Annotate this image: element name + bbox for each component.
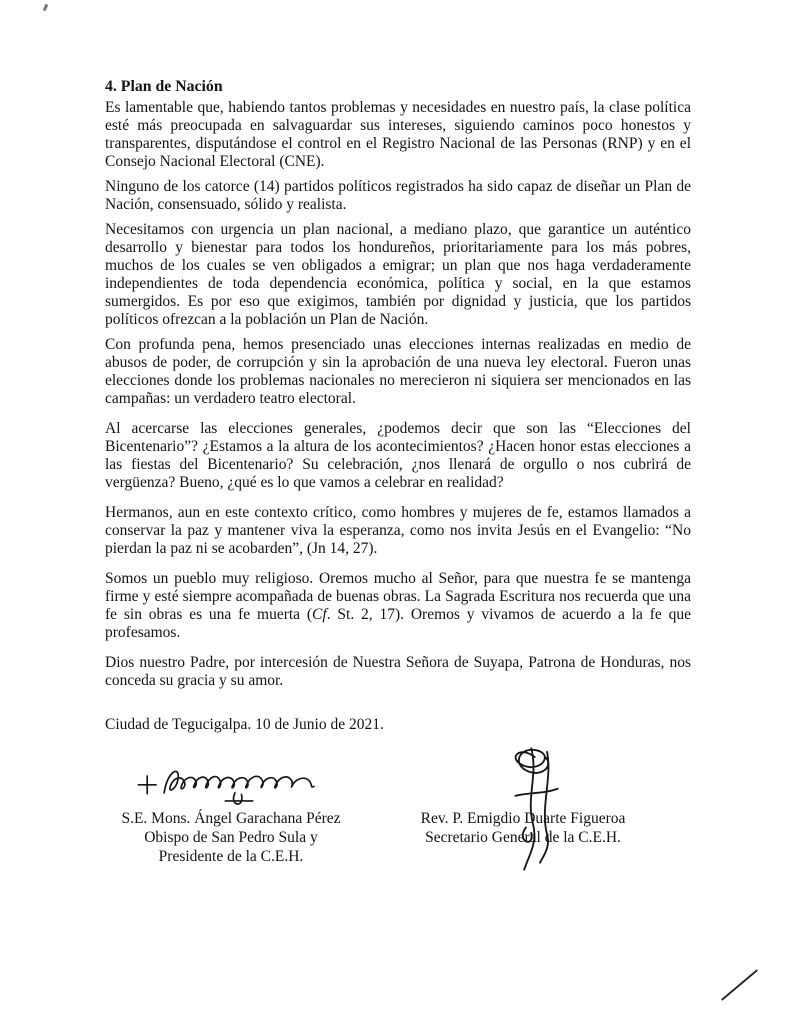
paragraph-plan-nacional: Necesitamos con urgencia un plan nacional, a mediano plazo, que garantice un auténtico desarrollo y bienestar para todos los hondureños, prioritariamente para los más pobres, muchos de los cuales se ven obligados a emigrar; un plan que nos haga verdaderamente independientes de toda dependencia económica, política y social, en la que estamos sumergidos. Es por eso que exigimos, también por dignidad y justicia, que los partidos políticos ofrezcan a la población un Plan de Nación. xyxy=(105,221,691,328)
paragraph-pueblo-religioso-pre: Somos un pueblo muy religioso. Oremos mucho al Señor, para que nuestra fe se mantenga firme y esté siempre acompañada de buenas obras. La Sagrada Escritura nos recuerda que una fe sin obras es una fe muerta ( xyxy=(105,570,691,623)
document-body xyxy=(105,78,691,866)
paragraph-pueblo-religioso-cf: Cf xyxy=(312,606,327,623)
duarte-signature-ink xyxy=(477,743,597,875)
garachana-signature xyxy=(105,751,357,809)
paragraph-elecciones-internas: Con profunda pena, hemos presenciado unas elecciones internas realizadas en medio de abusos de poder, de corrupción y sin la aprobación de una nueva ley electoral. Fueron unas elecciones donde los problemas nacionales no merecieron ni siquiera ser mencionados en las campañas: un verdadero teatro electoral. xyxy=(105,336,691,407)
paragraph-pueblo-religioso-post: . St. 2, 17). Oremos y vivamos de acuerdo a la fe que profesamos. xyxy=(105,606,692,641)
signatory-right-role: Secretario General de la C.E.H. xyxy=(425,829,621,846)
signatory-left-name: S.E. Mons. Ángel Garachana Pérez xyxy=(121,810,341,827)
scan-line-artifact xyxy=(721,969,758,1001)
section-heading: 4. Plan de Nación xyxy=(105,78,223,95)
signature-block xyxy=(105,751,691,866)
signatory-left xyxy=(105,751,357,866)
paragraph-suyapa: Dios nuestro Padre, por intercesión de Nuestra Señora de Suyapa, Patrona de Honduras, nos conceda su gracia y su amor. xyxy=(105,654,691,689)
signatory-left-title: Obispo de San Pedro Sula y xyxy=(144,829,318,846)
signatory-right-name: Rev. P. Emigdio Duarte Figueroa xyxy=(420,810,626,827)
dateline: Ciudad de Tegucigalpa. 10 de Junio de 2021. xyxy=(105,716,384,733)
garachana-signature-ink xyxy=(111,751,351,809)
signatory-left-role: Presidente de la C.E.H. xyxy=(158,848,304,865)
scan-speck-artifact xyxy=(43,4,49,12)
paragraph-partidos: Ninguno de los catorce (14) partidos políticos registrados ha sido capaz de diseñar un Plan de Nación, consensuado, sólido y realista. xyxy=(105,178,691,213)
paragraph-pueblo-religioso xyxy=(105,570,691,642)
duarte-signature xyxy=(397,751,649,809)
paragraph-hermanos: Hermanos, aun en este contexto crítico, como hombres y mujeres de fe, estamos llamados a conservar la paz y mantener viva la esperanza, como nos invita Jesús en el Evangelio: “No pierdan la paz ni se acobarden”, (Jn 14, 27). xyxy=(105,504,691,557)
paragraph-bicentenario: Al acercarse las elecciones generales, ¿podemos decir que son las “Elecciones del Bicentenario”? ¿Estamos a la altura de los acontecimientos? ¿Hacen honor estas elecciones a las fiestas del Bicentenario? Su celebración, ¿nos llenará de orgullo o nos cubrirá de vergüenza? Bueno, ¿qué es lo que vamos a celebrar en realidad? xyxy=(105,420,691,491)
signatory-right xyxy=(397,751,649,866)
paragraph-politica: Es lamentable que, habiendo tantos problemas y necesidades en nuestro país, la clase política esté más preocupada en salvaguardar sus intereses, siguiendo caminos poco honestos y transparentes, disputándose el control en el Registro Nacional de las Personas (RNP) y en el Consejo Nacional Electoral (CNE). xyxy=(105,99,691,170)
